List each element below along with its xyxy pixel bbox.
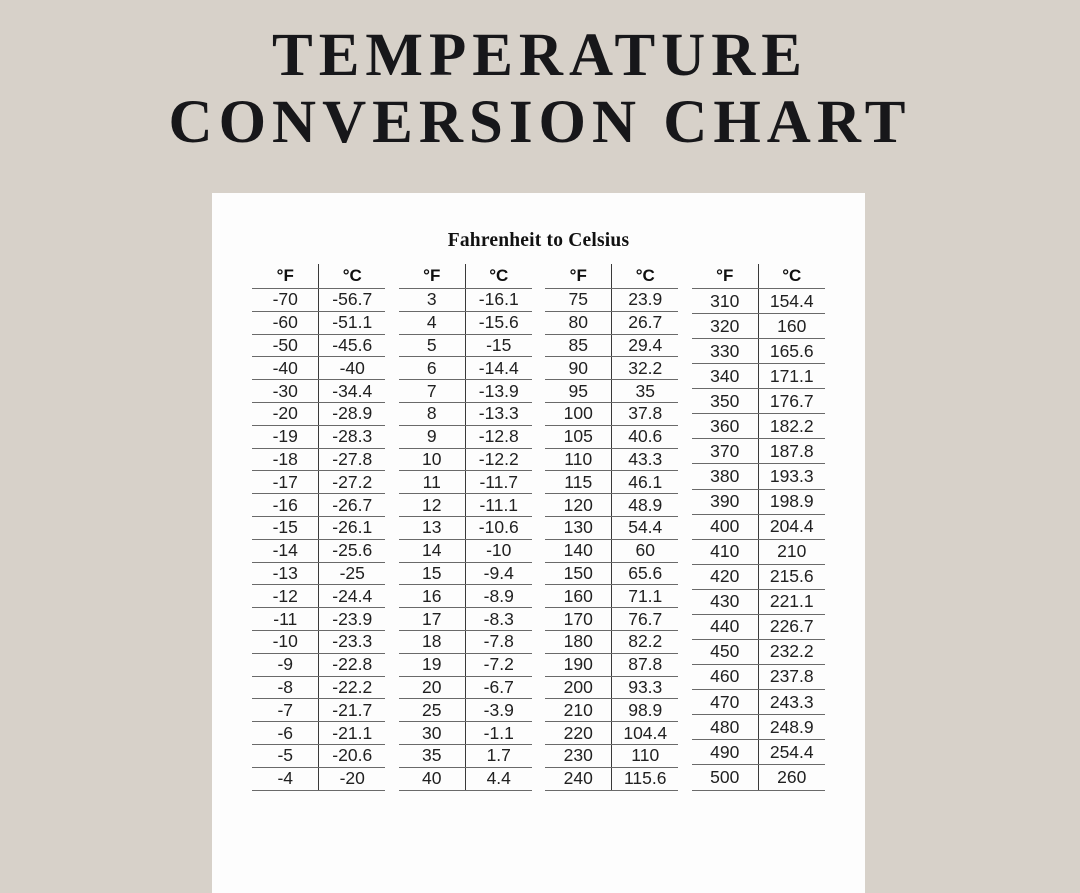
- fahrenheit-cell: -11: [252, 608, 319, 631]
- celsius-cell: -22.2: [319, 676, 386, 699]
- table-row: [545, 334, 678, 357]
- celsius-cell: -11.1: [465, 494, 532, 517]
- fahrenheit-header: °F: [399, 264, 466, 289]
- fahrenheit-cell: 410: [692, 539, 759, 564]
- table-row: [692, 464, 825, 489]
- fahrenheit-cell: 370: [692, 439, 759, 464]
- table-row: [545, 539, 678, 562]
- celsius-cell: -28.3: [319, 425, 386, 448]
- celsius-cell: 32.2: [612, 357, 679, 380]
- fahrenheit-cell: 330: [692, 339, 759, 364]
- celsius-cell: 65.6: [612, 562, 679, 585]
- fahrenheit-cell: 450: [692, 639, 759, 664]
- header-row: [252, 264, 385, 289]
- fahrenheit-cell: 430: [692, 589, 759, 614]
- table-row: [399, 357, 532, 380]
- celsius-cell: 43.3: [612, 448, 679, 471]
- celsius-cell: 243.3: [758, 690, 825, 715]
- fahrenheit-cell: 17: [399, 608, 466, 631]
- celsius-header: °C: [319, 264, 386, 289]
- celsius-cell: -12.2: [465, 448, 532, 471]
- table-row: [545, 471, 678, 494]
- table-row: [545, 653, 678, 676]
- table-row: [692, 715, 825, 740]
- table-row: [545, 311, 678, 334]
- header-row: [692, 264, 825, 289]
- table-row: [399, 334, 532, 357]
- table-row: [692, 314, 825, 339]
- fahrenheit-cell: 14: [399, 539, 466, 562]
- fahrenheit-cell: -8: [252, 676, 319, 699]
- fahrenheit-cell: 320: [692, 314, 759, 339]
- celsius-cell: 210: [758, 539, 825, 564]
- table-row: [692, 589, 825, 614]
- fahrenheit-cell: -12: [252, 585, 319, 608]
- table-row: [692, 740, 825, 765]
- celsius-cell: 37.8: [612, 402, 679, 425]
- celsius-cell: 160: [758, 314, 825, 339]
- celsius-cell: 198.9: [758, 489, 825, 514]
- celsius-cell: 165.6: [758, 339, 825, 364]
- fahrenheit-cell: 10: [399, 448, 466, 471]
- fahrenheit-cell: -50: [252, 334, 319, 357]
- table-row: [545, 676, 678, 699]
- printable-sheet: [212, 193, 865, 893]
- table-row: [399, 608, 532, 631]
- fahrenheit-cell: 80: [545, 311, 612, 334]
- celsius-cell: -8.9: [465, 585, 532, 608]
- fahrenheit-cell: 220: [545, 722, 612, 745]
- table-row: [692, 439, 825, 464]
- celsius-cell: 93.3: [612, 676, 679, 699]
- table-row: [692, 765, 825, 790]
- page-title: [0, 22, 1080, 156]
- celsius-cell: -26.7: [319, 494, 386, 517]
- celsius-cell: -21.7: [319, 699, 386, 722]
- celsius-cell: 104.4: [612, 722, 679, 745]
- celsius-cell: -21.1: [319, 722, 386, 745]
- celsius-cell: -24.4: [319, 585, 386, 608]
- celsius-cell: 29.4: [612, 334, 679, 357]
- table-row: [399, 653, 532, 676]
- fahrenheit-cell: -30: [252, 380, 319, 403]
- fahrenheit-cell: 3: [399, 289, 466, 312]
- celsius-cell: -27.8: [319, 448, 386, 471]
- page-title-line1: TEMPERATURE: [272, 22, 808, 89]
- fahrenheit-cell: 180: [545, 630, 612, 653]
- table-row: [252, 767, 385, 790]
- celsius-cell: -28.9: [319, 402, 386, 425]
- fahrenheit-cell: 420: [692, 564, 759, 589]
- celsius-cell: 260: [758, 765, 825, 790]
- fahrenheit-cell: 190: [545, 653, 612, 676]
- celsius-cell: -20.6: [319, 744, 386, 767]
- table-row: [545, 425, 678, 448]
- fahrenheit-cell: 170: [545, 608, 612, 631]
- fahrenheit-cell: -14: [252, 539, 319, 562]
- table-row: [545, 448, 678, 471]
- celsius-cell: -25.6: [319, 539, 386, 562]
- fahrenheit-cell: -7: [252, 699, 319, 722]
- table-row: [252, 448, 385, 471]
- celsius-cell: -3.9: [465, 699, 532, 722]
- celsius-cell: 254.4: [758, 740, 825, 765]
- table-row: [545, 494, 678, 517]
- table-row: [545, 516, 678, 539]
- table-row: [692, 539, 825, 564]
- table-row: [545, 357, 678, 380]
- fahrenheit-cell: -13: [252, 562, 319, 585]
- table-row: [692, 339, 825, 364]
- fahrenheit-cell: -16: [252, 494, 319, 517]
- celsius-cell: -26.1: [319, 516, 386, 539]
- fahrenheit-header: °F: [545, 264, 612, 289]
- table-row: [692, 690, 825, 715]
- celsius-cell: 4.4: [465, 767, 532, 790]
- table-row: [399, 494, 532, 517]
- celsius-cell: -25: [319, 562, 386, 585]
- table-row: [399, 585, 532, 608]
- fahrenheit-cell: 310: [692, 289, 759, 314]
- table-row: [545, 744, 678, 767]
- fahrenheit-cell: 340: [692, 364, 759, 389]
- fahrenheit-cell: -9: [252, 653, 319, 676]
- table-row: [252, 289, 385, 312]
- celsius-cell: -7.8: [465, 630, 532, 653]
- celsius-cell: 87.8: [612, 653, 679, 676]
- fahrenheit-cell: -19: [252, 425, 319, 448]
- table-row: [399, 744, 532, 767]
- table-row: [399, 767, 532, 790]
- celsius-cell: -22.8: [319, 653, 386, 676]
- fahrenheit-cell: 105: [545, 425, 612, 448]
- celsius-cell: -16.1: [465, 289, 532, 312]
- fahrenheit-cell: 440: [692, 614, 759, 639]
- table-row: [252, 722, 385, 745]
- conversion-pair-table: [252, 264, 385, 791]
- table-row: [252, 539, 385, 562]
- celsius-cell: 40.6: [612, 425, 679, 448]
- celsius-cell: 171.1: [758, 364, 825, 389]
- celsius-header: °C: [758, 264, 825, 289]
- celsius-cell: 221.1: [758, 589, 825, 614]
- table-row: [692, 614, 825, 639]
- fahrenheit-cell: 9: [399, 425, 466, 448]
- celsius-cell: 193.3: [758, 464, 825, 489]
- celsius-cell: -40: [319, 357, 386, 380]
- celsius-cell: -20: [319, 767, 386, 790]
- celsius-cell: -10.6: [465, 516, 532, 539]
- celsius-cell: 248.9: [758, 715, 825, 740]
- fahrenheit-cell: 20: [399, 676, 466, 699]
- table-row: [252, 357, 385, 380]
- table-row: [545, 562, 678, 585]
- fahrenheit-cell: 490: [692, 740, 759, 765]
- table-row: [252, 402, 385, 425]
- sheet-heading: Fahrenheit to Celsius: [447, 230, 630, 251]
- fahrenheit-cell: 16: [399, 585, 466, 608]
- table-row: [545, 289, 678, 312]
- fahrenheit-cell: 390: [692, 489, 759, 514]
- table-row: [252, 311, 385, 334]
- celsius-cell: -10: [465, 539, 532, 562]
- table-row: [692, 289, 825, 314]
- celsius-cell: -15: [465, 334, 532, 357]
- page-title-line2: CONVERSION CHART: [168, 89, 912, 156]
- table-row: [399, 562, 532, 585]
- fahrenheit-cell: 12: [399, 494, 466, 517]
- celsius-cell: -15.6: [465, 311, 532, 334]
- fahrenheit-cell: 460: [692, 664, 759, 689]
- celsius-cell: 115.6: [612, 767, 679, 790]
- fahrenheit-cell: 400: [692, 514, 759, 539]
- table-row: [252, 425, 385, 448]
- table-row: [545, 585, 678, 608]
- fahrenheit-cell: -70: [252, 289, 319, 312]
- celsius-cell: -34.4: [319, 380, 386, 403]
- celsius-header: °C: [465, 264, 532, 289]
- celsius-cell: -9.4: [465, 562, 532, 585]
- celsius-cell: 215.6: [758, 564, 825, 589]
- fahrenheit-cell: 350: [692, 389, 759, 414]
- table-row: [545, 402, 678, 425]
- table-row: [545, 767, 678, 790]
- fahrenheit-cell: -18: [252, 448, 319, 471]
- table-row: [399, 471, 532, 494]
- table-row: [399, 676, 532, 699]
- fahrenheit-cell: -6: [252, 722, 319, 745]
- fahrenheit-cell: 200: [545, 676, 612, 699]
- celsius-cell: 226.7: [758, 614, 825, 639]
- celsius-cell: -8.3: [465, 608, 532, 631]
- celsius-cell: 237.8: [758, 664, 825, 689]
- fahrenheit-cell: 230: [545, 744, 612, 767]
- table-row: [692, 364, 825, 389]
- table-row: [545, 630, 678, 653]
- fahrenheit-cell: 500: [692, 765, 759, 790]
- table-row: [545, 722, 678, 745]
- table-row: [545, 608, 678, 631]
- table-row: [692, 664, 825, 689]
- table-row: [692, 514, 825, 539]
- celsius-header: °C: [612, 264, 679, 289]
- celsius-cell: 23.9: [612, 289, 679, 312]
- celsius-cell: -11.7: [465, 471, 532, 494]
- celsius-cell: -13.3: [465, 402, 532, 425]
- celsius-cell: 182.2: [758, 414, 825, 439]
- table-row: [252, 608, 385, 631]
- celsius-cell: 204.4: [758, 514, 825, 539]
- celsius-cell: -13.9: [465, 380, 532, 403]
- celsius-cell: 187.8: [758, 439, 825, 464]
- fahrenheit-cell: 11: [399, 471, 466, 494]
- fahrenheit-cell: 13: [399, 516, 466, 539]
- fahrenheit-cell: 470: [692, 690, 759, 715]
- fahrenheit-cell: 100: [545, 402, 612, 425]
- fahrenheit-cell: 240: [545, 767, 612, 790]
- table-row: [252, 676, 385, 699]
- fahrenheit-cell: 160: [545, 585, 612, 608]
- celsius-cell: -6.7: [465, 676, 532, 699]
- table-row: [252, 562, 385, 585]
- fahrenheit-cell: 480: [692, 715, 759, 740]
- fahrenheit-cell: 380: [692, 464, 759, 489]
- fahrenheit-cell: 95: [545, 380, 612, 403]
- conversion-pair-table: [692, 264, 825, 791]
- fahrenheit-header: °F: [252, 264, 319, 289]
- celsius-cell: 110: [612, 744, 679, 767]
- celsius-cell: -12.8: [465, 425, 532, 448]
- celsius-cell: 48.9: [612, 494, 679, 517]
- fahrenheit-cell: 6: [399, 357, 466, 380]
- celsius-cell: -14.4: [465, 357, 532, 380]
- fahrenheit-cell: -40: [252, 357, 319, 380]
- conversion-table-group: [212, 264, 865, 791]
- table-row: [252, 630, 385, 653]
- celsius-cell: 26.7: [612, 311, 679, 334]
- celsius-cell: 82.2: [612, 630, 679, 653]
- conversion-pair-table: [545, 264, 678, 791]
- celsius-cell: 76.7: [612, 608, 679, 631]
- fahrenheit-cell: 30: [399, 722, 466, 745]
- table-row: [252, 494, 385, 517]
- celsius-cell: 46.1: [612, 471, 679, 494]
- fahrenheit-cell: 35: [399, 744, 466, 767]
- celsius-cell: -56.7: [319, 289, 386, 312]
- celsius-cell: -51.1: [319, 311, 386, 334]
- table-row: [252, 744, 385, 767]
- celsius-cell: -23.9: [319, 608, 386, 631]
- table-row: [399, 448, 532, 471]
- fahrenheit-cell: 140: [545, 539, 612, 562]
- table-row: [399, 630, 532, 653]
- celsius-cell: 176.7: [758, 389, 825, 414]
- table-row: [545, 699, 678, 722]
- celsius-cell: -23.3: [319, 630, 386, 653]
- table-row: [252, 471, 385, 494]
- conversion-pair-table: [399, 264, 532, 791]
- celsius-cell: -1.1: [465, 722, 532, 745]
- fahrenheit-cell: 360: [692, 414, 759, 439]
- celsius-cell: -7.2: [465, 653, 532, 676]
- table-row: [692, 639, 825, 664]
- fahrenheit-header: °F: [692, 264, 759, 289]
- celsius-cell: 35: [612, 380, 679, 403]
- celsius-cell: -27.2: [319, 471, 386, 494]
- fahrenheit-cell: -4: [252, 767, 319, 790]
- fahrenheit-cell: 25: [399, 699, 466, 722]
- fahrenheit-cell: 120: [545, 494, 612, 517]
- fahrenheit-cell: 150: [545, 562, 612, 585]
- table-row: [399, 311, 532, 334]
- table-row: [252, 516, 385, 539]
- table-row: [399, 380, 532, 403]
- fahrenheit-cell: 75: [545, 289, 612, 312]
- table-row: [692, 414, 825, 439]
- celsius-cell: -45.6: [319, 334, 386, 357]
- fahrenheit-cell: -10: [252, 630, 319, 653]
- table-row: [692, 389, 825, 414]
- celsius-cell: 71.1: [612, 585, 679, 608]
- table-row: [399, 699, 532, 722]
- fahrenheit-cell: 5: [399, 334, 466, 357]
- table-row: [252, 699, 385, 722]
- fahrenheit-cell: -15: [252, 516, 319, 539]
- header-row: [545, 264, 678, 289]
- celsius-cell: 98.9: [612, 699, 679, 722]
- fahrenheit-cell: 130: [545, 516, 612, 539]
- table-row: [692, 564, 825, 589]
- fahrenheit-cell: 110: [545, 448, 612, 471]
- fahrenheit-cell: -17: [252, 471, 319, 494]
- table-row: [252, 585, 385, 608]
- fahrenheit-cell: 7: [399, 380, 466, 403]
- fahrenheit-cell: 85: [545, 334, 612, 357]
- fahrenheit-cell: 40: [399, 767, 466, 790]
- table-row: [399, 539, 532, 562]
- celsius-cell: 154.4: [758, 289, 825, 314]
- table-row: [399, 402, 532, 425]
- celsius-cell: 60: [612, 539, 679, 562]
- fahrenheit-cell: 115: [545, 471, 612, 494]
- fahrenheit-cell: 8: [399, 402, 466, 425]
- celsius-cell: 232.2: [758, 639, 825, 664]
- fahrenheit-cell: 19: [399, 653, 466, 676]
- fahrenheit-cell: 15: [399, 562, 466, 585]
- table-row: [399, 289, 532, 312]
- table-row: [399, 425, 532, 448]
- table-row: [252, 380, 385, 403]
- fahrenheit-cell: 210: [545, 699, 612, 722]
- table-row: [252, 653, 385, 676]
- celsius-cell: 1.7: [465, 744, 532, 767]
- fahrenheit-cell: 4: [399, 311, 466, 334]
- celsius-cell: 54.4: [612, 516, 679, 539]
- header-row: [399, 264, 532, 289]
- fahrenheit-cell: 90: [545, 357, 612, 380]
- table-row: [252, 334, 385, 357]
- table-row: [692, 489, 825, 514]
- fahrenheit-cell: 18: [399, 630, 466, 653]
- table-row: [399, 516, 532, 539]
- fahrenheit-cell: -20: [252, 402, 319, 425]
- table-row: [399, 722, 532, 745]
- table-row: [545, 380, 678, 403]
- fahrenheit-cell: -60: [252, 311, 319, 334]
- fahrenheit-cell: -5: [252, 744, 319, 767]
